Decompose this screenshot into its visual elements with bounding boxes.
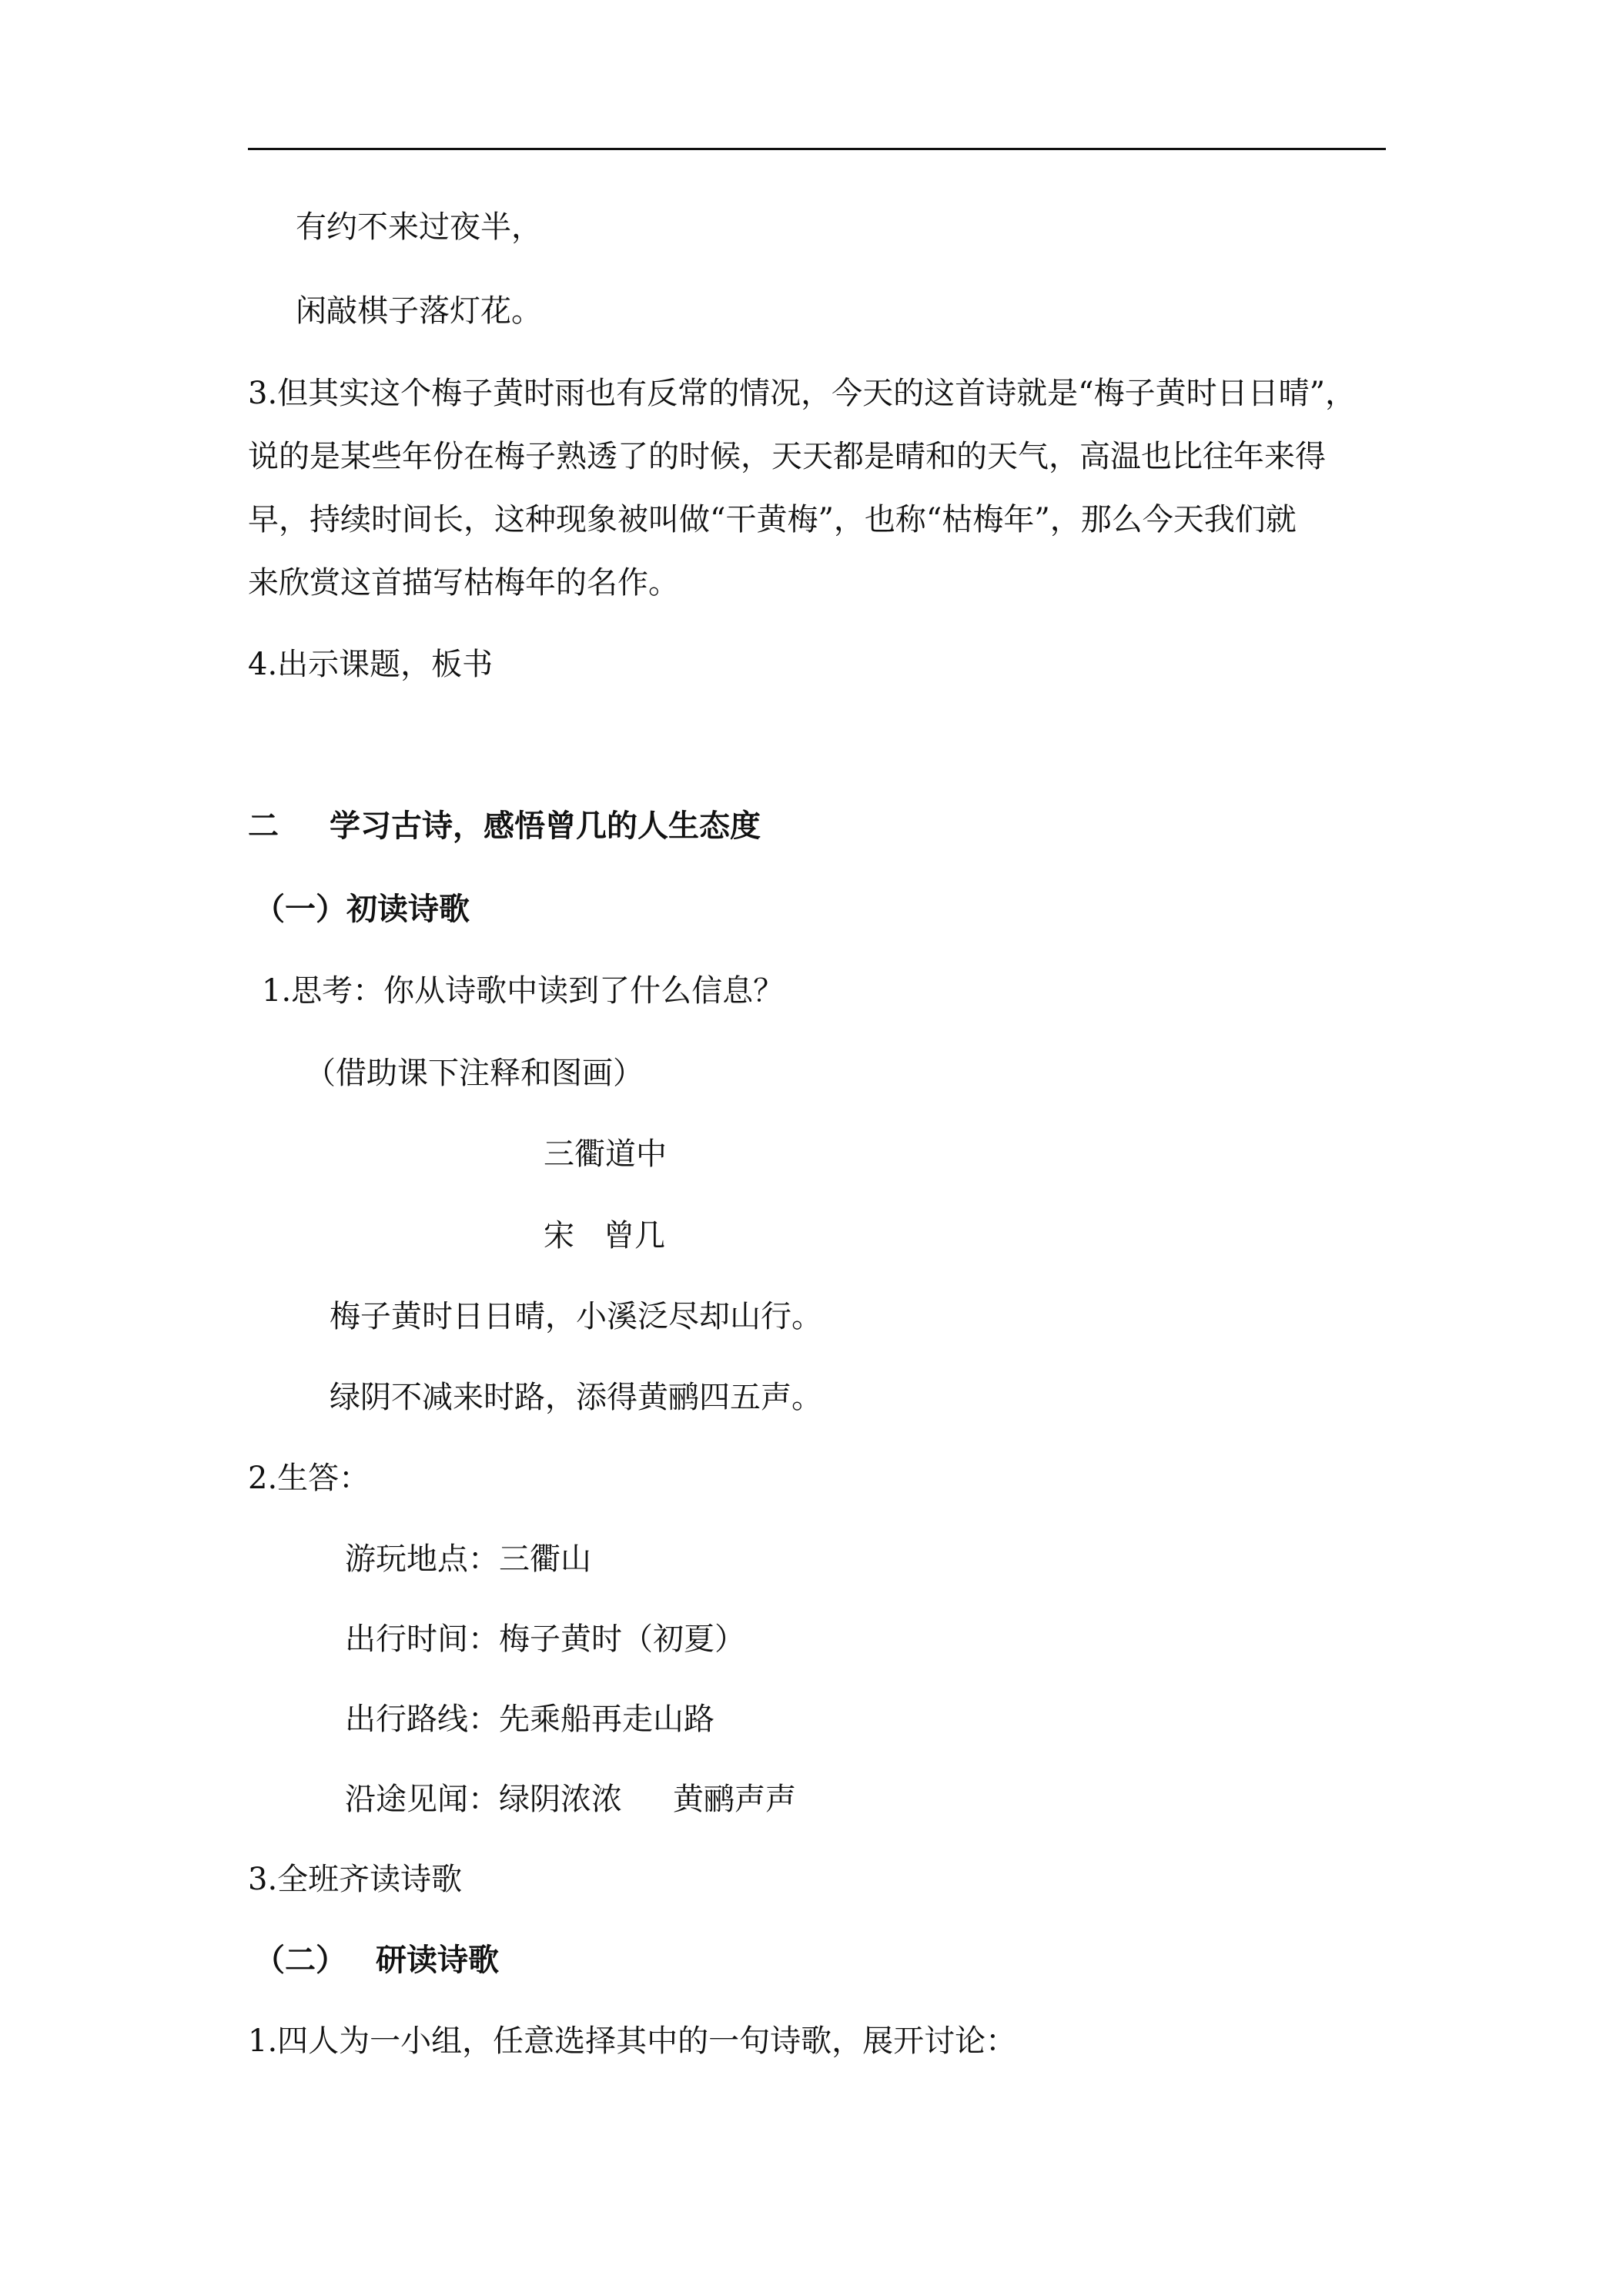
answer-label-place: 游玩地点： [345, 1541, 499, 1577]
section-title: 学习古诗，感悟曾几的人生态度 [330, 808, 761, 844]
subheading-first-reading: （一）初读诗歌 [254, 891, 470, 927]
item3-line-4: 来欣赏这首描写枯梅年的名作。 [248, 565, 679, 601]
poem-line-1: 梅子黄时日日晴，小溪泛尽却山行。 [330, 1299, 822, 1334]
poem-author: 曾几 [604, 1218, 665, 1253]
answer-label-time: 出行时间： [345, 1622, 499, 1657]
answer-item-sights [345, 1779, 796, 1820]
poem-line-2: 绿阴不减来时路，添得黄鹂四五声。 [330, 1380, 822, 1415]
item4-line: 4.出示课题，板书 [248, 647, 494, 682]
poem-title: 三衢道中 [544, 1136, 667, 1172]
answer-value-sights-2: 黄鹂声声 [673, 1782, 796, 1817]
header-rule [248, 148, 1386, 150]
poem-tail-line-1: 有约不来过夜半， [296, 209, 542, 245]
item3-line-1: 3.但其实这个梅子黄时雨也有反常的情况，今天的这首诗就是“梅子黄时日日晴”， [248, 376, 1357, 411]
answer-item-place [345, 1538, 591, 1580]
item3-line-3: 早，持续时间长，这种现象被叫做“干黄梅”，也称“枯梅年”，那么今天我们就 [248, 502, 1297, 537]
answer-label-route: 出行路线： [345, 1702, 499, 1737]
group-task-line: 1.四人为一小组，任意选择其中的一句诗歌，展开讨论： [248, 2023, 1017, 2059]
answer-label: 2.生答： [248, 1461, 370, 1496]
answer-value-time: 梅子黄时（初夏） [499, 1622, 745, 1657]
subheading-title: 研读诗歌 [376, 1942, 499, 1978]
section-number: 二 [248, 808, 279, 844]
think-question: 1.思考：你从诗歌中读到了什么信息？ [262, 973, 785, 1009]
answer-value-route: 先乘船再走山路 [499, 1702, 714, 1737]
item3b-line: 3.全班齐读诗歌 [248, 1862, 463, 1897]
subheading-number: （二） [254, 1942, 346, 1978]
answer-value-place: 三衢山 [499, 1541, 591, 1577]
item3-line-2: 说的是某些年份在梅子熟透了的时候，天天都是晴和的天气，高温也比往年来得 [248, 439, 1326, 474]
poem-byline [544, 1215, 665, 1257]
answer-label-sights: 沿途见闻： [345, 1782, 499, 1817]
answer-value-sights-1: 绿阴浓浓 [499, 1782, 622, 1817]
answer-item-time [345, 1618, 745, 1660]
poem-tail-line-2: 闲敲棋子落灯花。 [296, 293, 542, 329]
subheading-deep-reading [254, 1940, 499, 1981]
hint-text: （借助课下注释和图画） [305, 1056, 644, 1091]
answer-item-route [345, 1699, 714, 1740]
section-heading [248, 805, 761, 847]
poem-dynasty: 宋 [544, 1218, 574, 1253]
